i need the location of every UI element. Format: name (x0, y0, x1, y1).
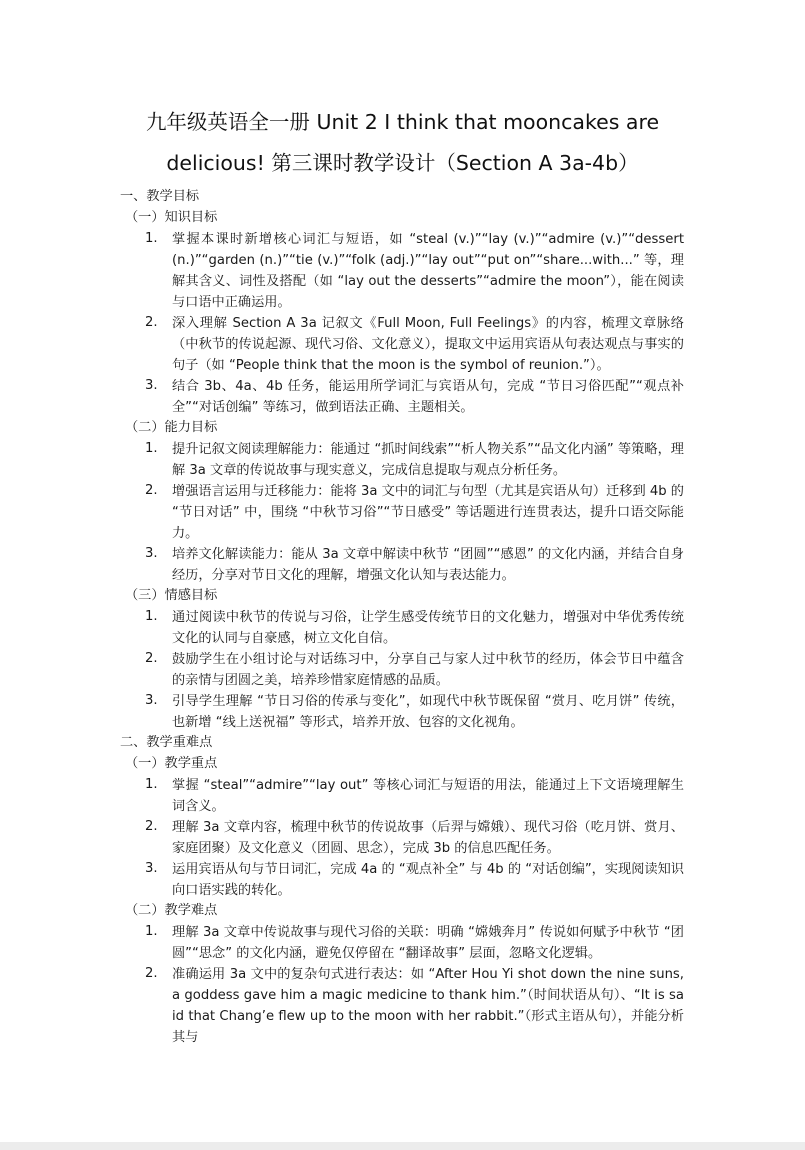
subsection-knowledge-heading: （一）知识目标 (125, 210, 218, 225)
item-text: 理解 3a 文章中传说故事与现代习俗的关联：明确 “嫦娥奔月” 传说如何赋予中秋节 “团圆”“思念” 的文化内涵，避免仅停留在 “翻译故事” 层面，忽略文化逻辑。 (172, 925, 684, 961)
item-number: 1. (145, 441, 158, 456)
item-text: 增强语言运用与迁移能力：能将 3a 文中的词汇与句型（尤其是宾语从句）迁移到 4b 的 “节日对话” 中，围绕 “中秋节习俗”“节日感受” 等话题进行连贯表达，提升口语交际能力。 (172, 484, 684, 541)
item-number: 1. (145, 924, 158, 939)
item-text: 结合 3b、4a、4b 任务，能运用所学词汇与宾语从句，完成 “节日习俗匹配”“观点补全”“对话创编” 等练习，做到语法正确、主题相关。 (172, 379, 684, 415)
item-text: 培养文化解读能力：能从 3a 文章中解读中秋节 “团圆”“感恩” 的文化内涵，并结合自身经历，分享对节日文化的理解，增强文化认知与表达能力。 (172, 547, 684, 583)
item-number: 3. (145, 693, 158, 708)
subsection-key-points-heading: （一）教学重点 (125, 756, 218, 771)
item-text: 鼓励学生在小组讨论与对话练习中，分享自己与家人过中秋节的经历，体会节日中蕴含的亲情与团圆之美，培养珍惜家庭情感的品质。 (172, 652, 684, 688)
item-text: 掌握 “steal”“admire”“lay out” 等核心词汇与短语的用法，能通过上下文语境理解生词含义。 (172, 778, 684, 814)
item-number: 2. (145, 819, 158, 834)
item-text: 深入理解 Section A 3a 记叙文《Full Moon, Full Feelings》的内容，梳理文章脉络（中秋节的传说起源、现代习俗、文化意义），提取文中运用宾语从句表达观点与事实的句子（如 “People think that the moon is the symbol of reunion.”）。 (172, 316, 684, 373)
item-number: 3. (145, 546, 158, 561)
item-number: 3. (145, 861, 158, 876)
subsection-ability-heading: （二）能力目标 (125, 420, 218, 435)
title-line-1: 九年级英语全一册 Unit 2 I think that mooncakes are (145, 110, 660, 134)
item-text: 引导学生理解 “节日习俗的传承与变化”，如现代中秋节既保留 “赏月、吃月饼” 传统，也新增 “线上送祝福” 等形式，培养开放、包容的文化视角。 (172, 694, 684, 730)
subsection-difficulties-heading: （二）教学难点 (125, 903, 218, 918)
item-number: 2. (145, 651, 158, 666)
item-text: 提升记叙文阅读理解能力：能通过 “抓时间线索”“析人物关系”“品文化内涵” 等策略，理解 3a 文章的传说故事与现实意义，完成信息提取与观点分析任务。 (172, 442, 684, 478)
item-number: 2. (145, 483, 158, 498)
item-number: 3. (145, 378, 158, 393)
item-text: 通过阅读中秋节的传说与习俗，让学生感受传统节日的文化魅力，增强对中华优秀传统文化的认同与自豪感，树立文化自信。 (172, 610, 684, 646)
section-1-heading: 一、教学目标 (120, 189, 200, 204)
item-number: 1. (145, 609, 158, 624)
item-text: 掌握本课时新增核心词汇与短语，如 “steal (v.)”“lay (v.)”“admire (v.)”“dessert (n.)”“garden (n.)”“tie (v.)”“folk (adj.)”“lay out”“put on”“share...with...” 等，理解其含义、词性及搭配（如 “lay out the desserts”“admire the moon”），能在阅读与口语中正确运用。 (172, 232, 684, 310)
title-line-2: delicious! 第三课时教学设计（Section A 3a-4b） (166, 151, 639, 175)
item-number: 1. (145, 231, 158, 246)
page-bottom-margin (0, 1142, 805, 1150)
section-2-heading: 二、教学重难点 (120, 735, 213, 750)
item-text: 理解 3a 文章内容，梳理中秋节的传说故事（后羿与嫦娥）、现代习俗（吃月饼、赏月、家庭团聚）及文化意义（团圆、思念），完成 3b 的信息匹配任务。 (172, 820, 684, 856)
subsection-emotion-heading: （三）情感目标 (125, 588, 218, 603)
item-number: 1. (145, 777, 158, 792)
item-text: 运用宾语从句与节日词汇，完成 4a 的 “观点补全” 与 4b 的 “对话创编”，实现阅读知识向口语实践的转化。 (172, 862, 684, 898)
item-number: 2. (145, 966, 158, 981)
item-number: 2. (145, 315, 158, 330)
item-text: 准确运用 3a 文中的复杂句式进行表达：如 “After Hou Yi shot down the nine suns, a goddess gave him a magic medicine to thank him.”（时间状语从句）、“It is said that Chang’e flew up to the moon with her rabbit.”（形式主语从句），并能分析其与 (172, 967, 684, 1045)
